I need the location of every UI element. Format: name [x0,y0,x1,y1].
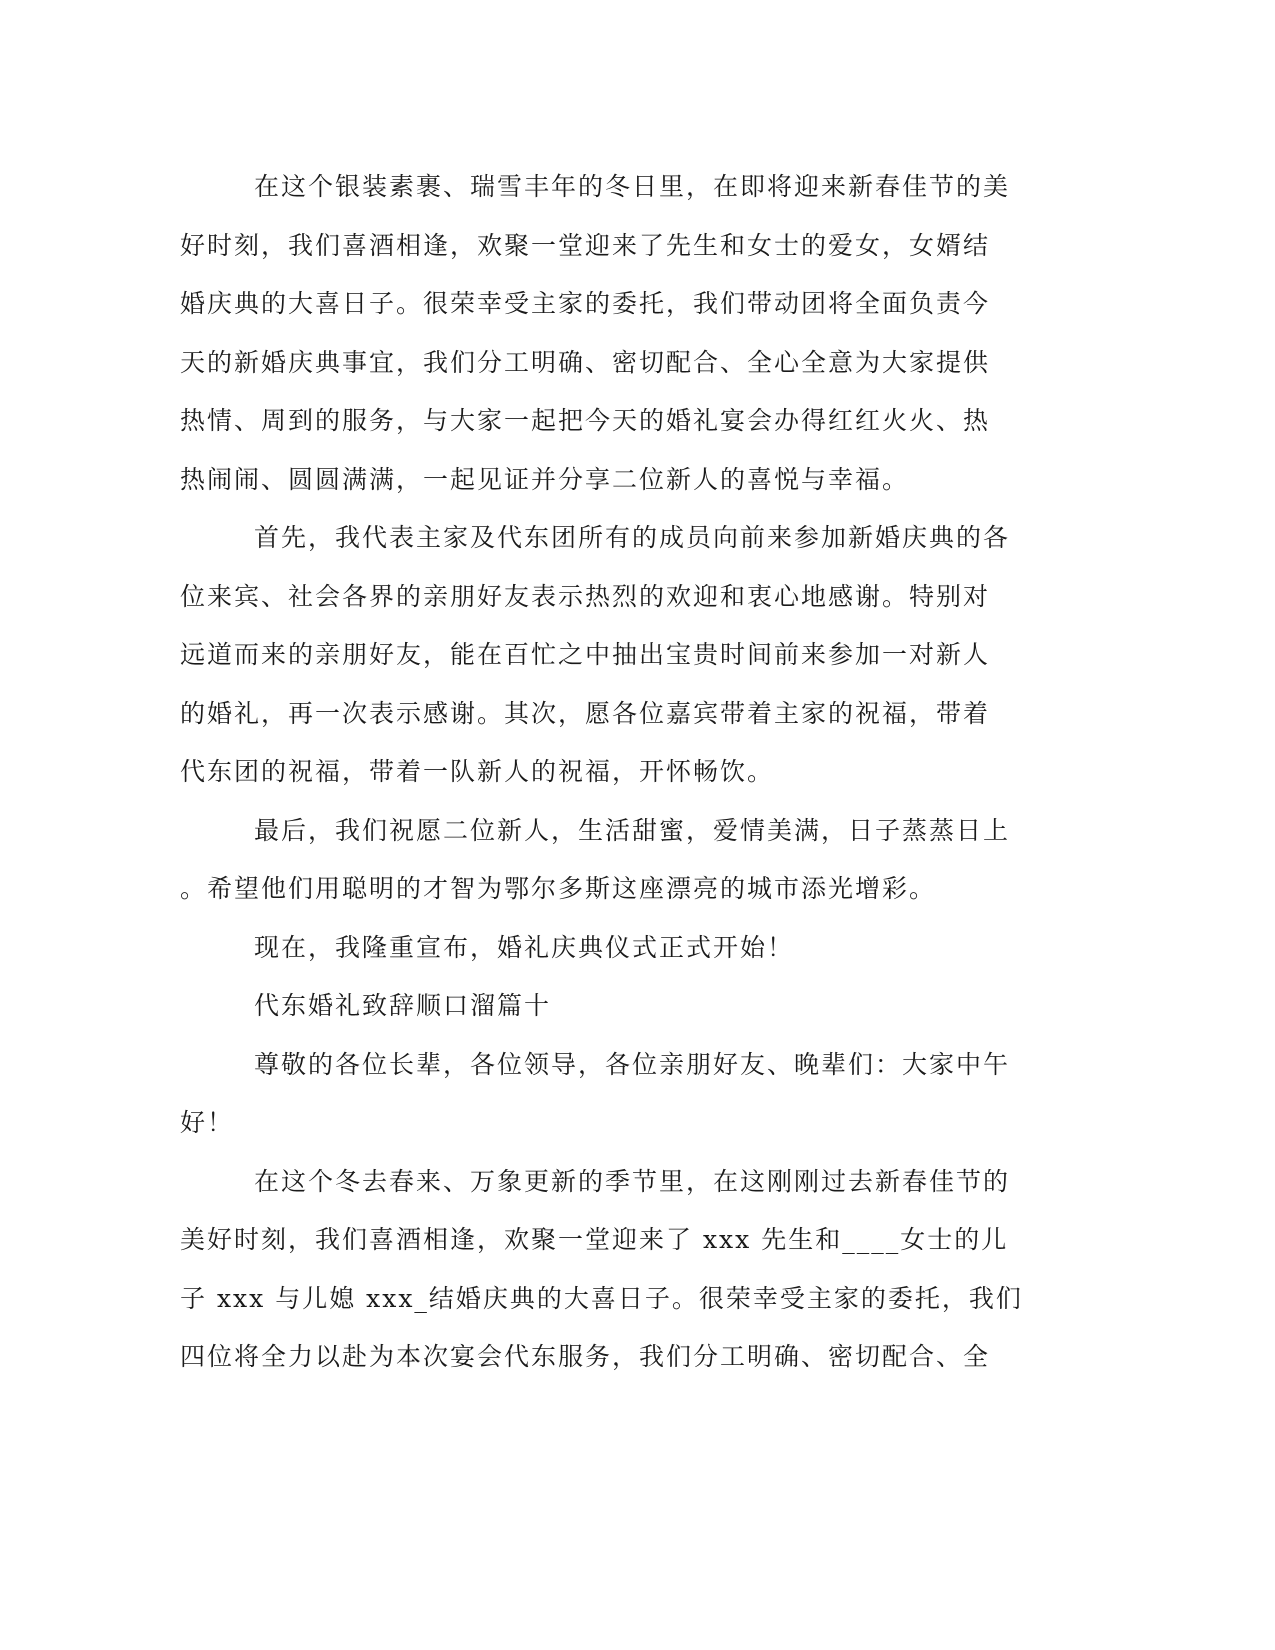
text-line: 远道而来的亲朋好友，能在百忙之中抽出宝贵时间前来参加一对新人 [180,640,991,669]
text-line: 在这个银装素裹、瑞雪丰年的冬日里，在即将迎来新春佳节的美 [254,172,1011,201]
text-line: 四位将全力以赴为本次宴会代东服务，我们分工明确、密切配合、全 [180,1342,991,1371]
section-heading: 代东婚礼致辞顺口溜篇十 [254,991,552,1020]
text-line: 位来宾、社会各界的亲朋好友表示热烈的欢迎和衷心地感谢。特别对 [180,581,991,611]
text-line: 婚庆典的大喜日子。很荣幸受主家的委托，我们带动团将全面负责今 [180,289,991,318]
text-line: 尊敬的各位长辈，各位领导，各位亲朋好友、晚辈们：大家中午 [254,1049,1011,1079]
text-line: 热情、周到的服务，与大家一起把今天的婚礼宴会办得红红火火、热 [180,406,991,435]
text-line: 热闹闹、圆圆满满，一起见证并分享二位新人的喜悦与幸福。 [180,464,910,494]
text-line: 最后，我们祝愿二位新人，生活甜蜜，爱情美满，日子蒸蒸日上 [254,815,1011,845]
text-line: 天的新婚庆典事宜，我们分工明确、密切配合、全心全意为大家提供 [180,347,991,377]
text-line: 好！ [180,1108,235,1137]
text-line: 首先，我代表主家及代东团所有的成员向前来参加新婚庆典的各 [254,523,1011,552]
text-line: 代东团的祝福，带着一队新人的祝福，开怀畅饮。 [180,757,775,786]
text-line: 的婚礼，再一次表示感谢。其次，愿各位嘉宾带着主家的祝福，带着 [180,698,991,728]
text-line: 现在，我隆重宣布，婚礼庆典仪式正式开始！ [254,932,795,962]
text-line: 在这个冬去春来、万象更新的季节里，在这刚刚过去新春佳节的 [254,1166,1011,1196]
text-line: 美好时刻，我们喜酒相逢，欢聚一堂迎来了 xxx 先生和____女士的儿 [180,1225,1009,1254]
text-line: 。希望他们用聪明的才智为鄂尔多斯这座漂亮的城市添光增彩。 [180,874,937,903]
text-line: 子 xxx 与儿媳 xxx_结婚庆典的大喜日子。很荣幸受主家的委托，我们 [180,1283,1023,1313]
text-line: 好时刻，我们喜酒相逢，欢聚一堂迎来了先生和女士的爱女，女婿结 [180,230,991,260]
document-body [180,158,1080,1387]
